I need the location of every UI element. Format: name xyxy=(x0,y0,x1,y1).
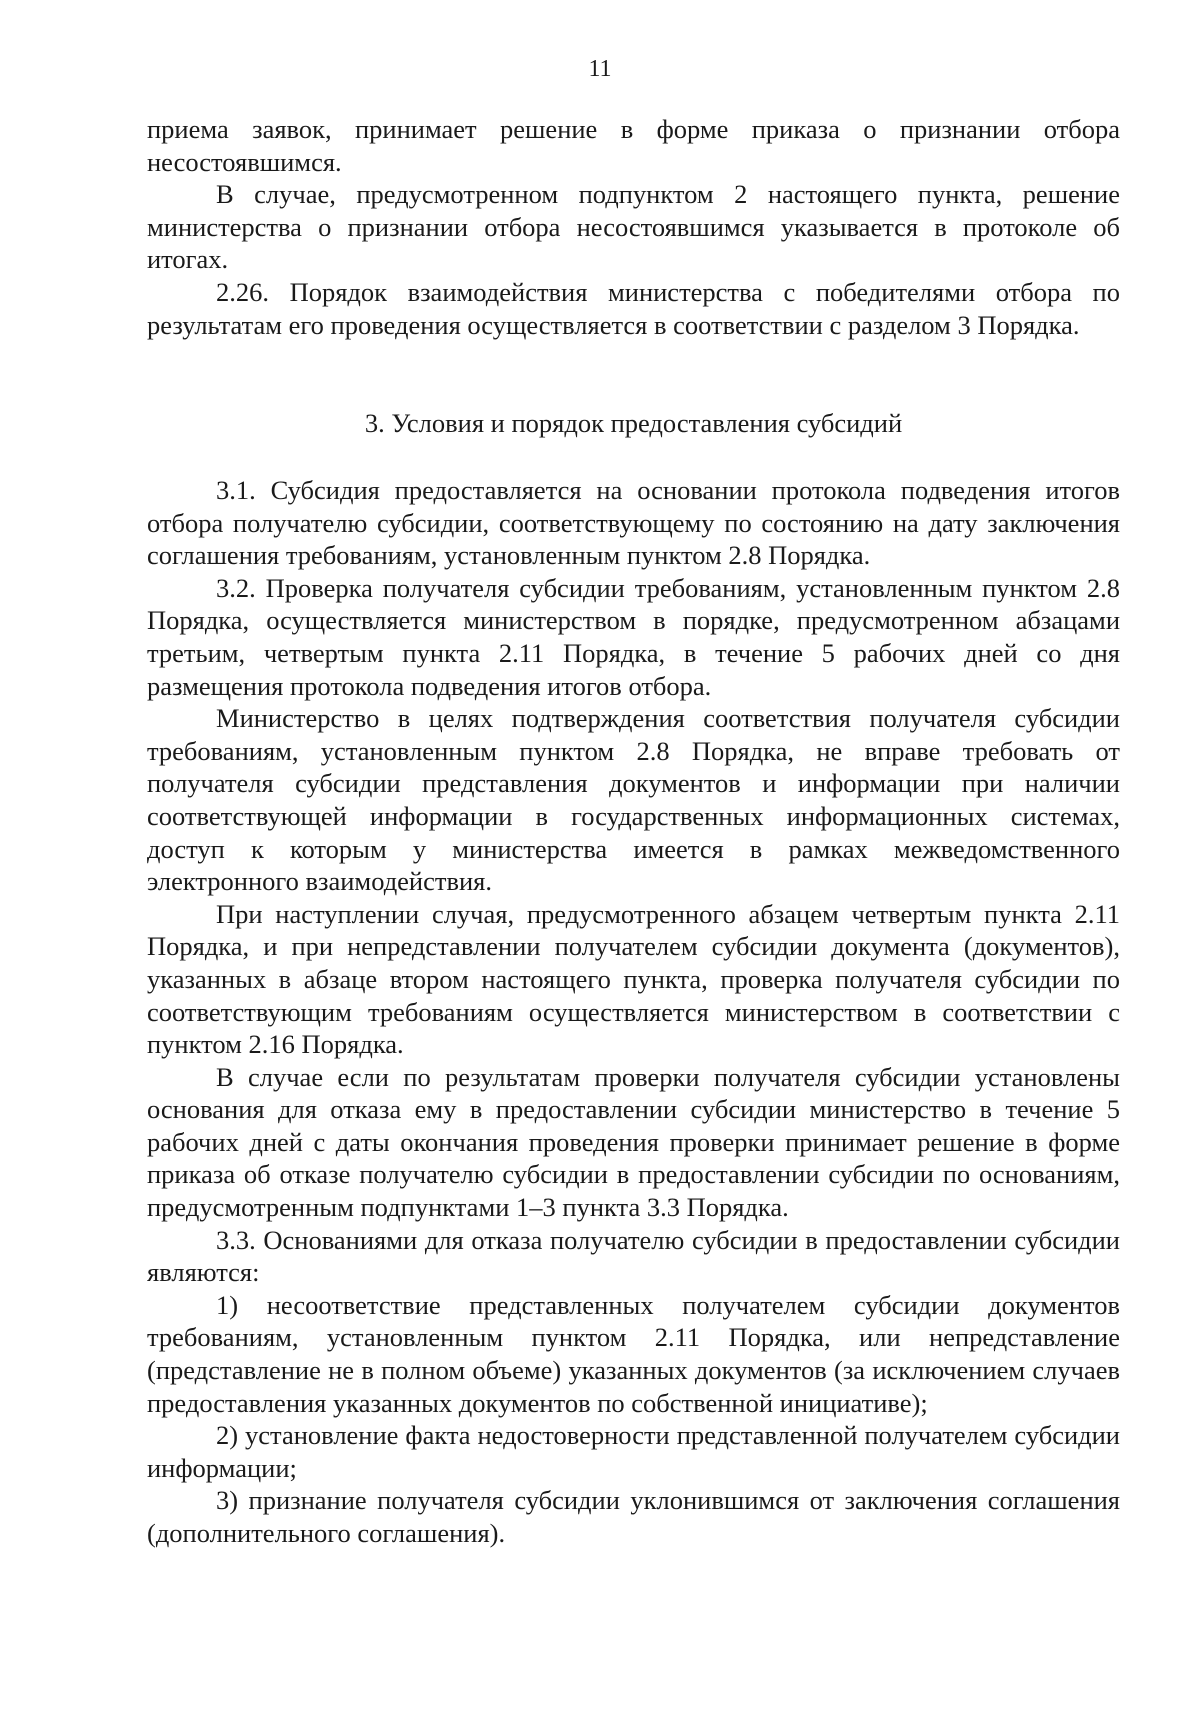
paragraph: В случае, предусмотренном подпунктом 2 настоящего пункта, решение министерства о признании отбора несостоявшимся указывается в протоколе об итогах. xyxy=(147,179,1120,275)
list-item: 3) признание получателя субсидии уклонившимся от заключения соглашения (дополнительного соглашения). xyxy=(147,1485,1120,1548)
paragraph-2-26: 2.26. Порядок взаимодействия министерства с победителями отбора по результатам его проведения осуществляется в соответствии с разделом 3 Порядка. xyxy=(147,276,1120,340)
top-text-block xyxy=(147,113,1120,341)
list-item: 1) несоответствие представленных получателем субсидии документов требованиям, установленным пунктом 2.11 Порядка, или непредставление (представление не в полном объеме) указанных документов (за исключением случаев предоставления указанных документов по собственной инициативе); xyxy=(147,1289,1120,1418)
list-item: 2) установление факта недостоверности представленной получателем субсидии информации; xyxy=(147,1420,1120,1483)
page-number: 11 xyxy=(588,56,612,82)
paragraph-3-1: 3.1. Субсидия предоставляется на основании протокола подведения итогов отбора получателю субсидии, соответствующему по состоянию на дату заключения соглашения требованиям, установленным пунктом 2.8 Порядка. xyxy=(147,475,1120,571)
section-heading: 3. Условия и порядок предоставления субсидий xyxy=(364,408,903,438)
paragraph: Министерство в целях подтверждения соответствия получателя субсидии требованиям, установленным пунктом 2.8 Порядка, не вправе требовать от получателя субсидии представления документов и информации при наличии соответствующей информации в государственных информационных системах, доступ к которым у министерства имеется в рамках межведомственного электронного взаимодействия. xyxy=(147,703,1120,897)
paragraph: В случае если по результатам проверки получателя субсидии установлены основания для отказа ему в предоставлении субсидии министерство в течение 5 рабочих дней с даты окончания проведения проверки принимает решение в форме приказа об отказе получателю субсидии в предоставлении субсидии по основаниям, предусмотренным подпунктами 1–3 пункта 3.3 Порядка. xyxy=(147,1061,1120,1223)
paragraph-3-3: 3.3. Основаниями для отказа получателю субсидии в предоставлении субсидии являются: xyxy=(147,1224,1120,1288)
section-text-block xyxy=(147,474,1120,1550)
paragraph: При наступлении случая, предусмотренного абзацем четвертым пункта 2.11 Порядка, и при непредставлении получателем субсидии документа (документов), указанных в абзаце втором настоящего пункта, проверка получателя субсидии по соответствующим требованиям осуществляется министерством в соответствии с пунктом 2.16 Порядка. xyxy=(147,898,1120,1060)
paragraph-continuation: приема заявок, принимает решение в форме приказа о признании отбора несостоявшимся. xyxy=(147,114,1120,177)
paragraph-3-2: 3.2. Проверка получателя субсидии требованиям, установленным пунктом 2.8 Порядка, осуществляется министерством в порядке, предусмотренном абзацами третьим, четвертым пункта 2.11 Порядка, в течение 5 рабочих дней со дня размещения протокола подведения итогов отбора. xyxy=(147,572,1120,701)
